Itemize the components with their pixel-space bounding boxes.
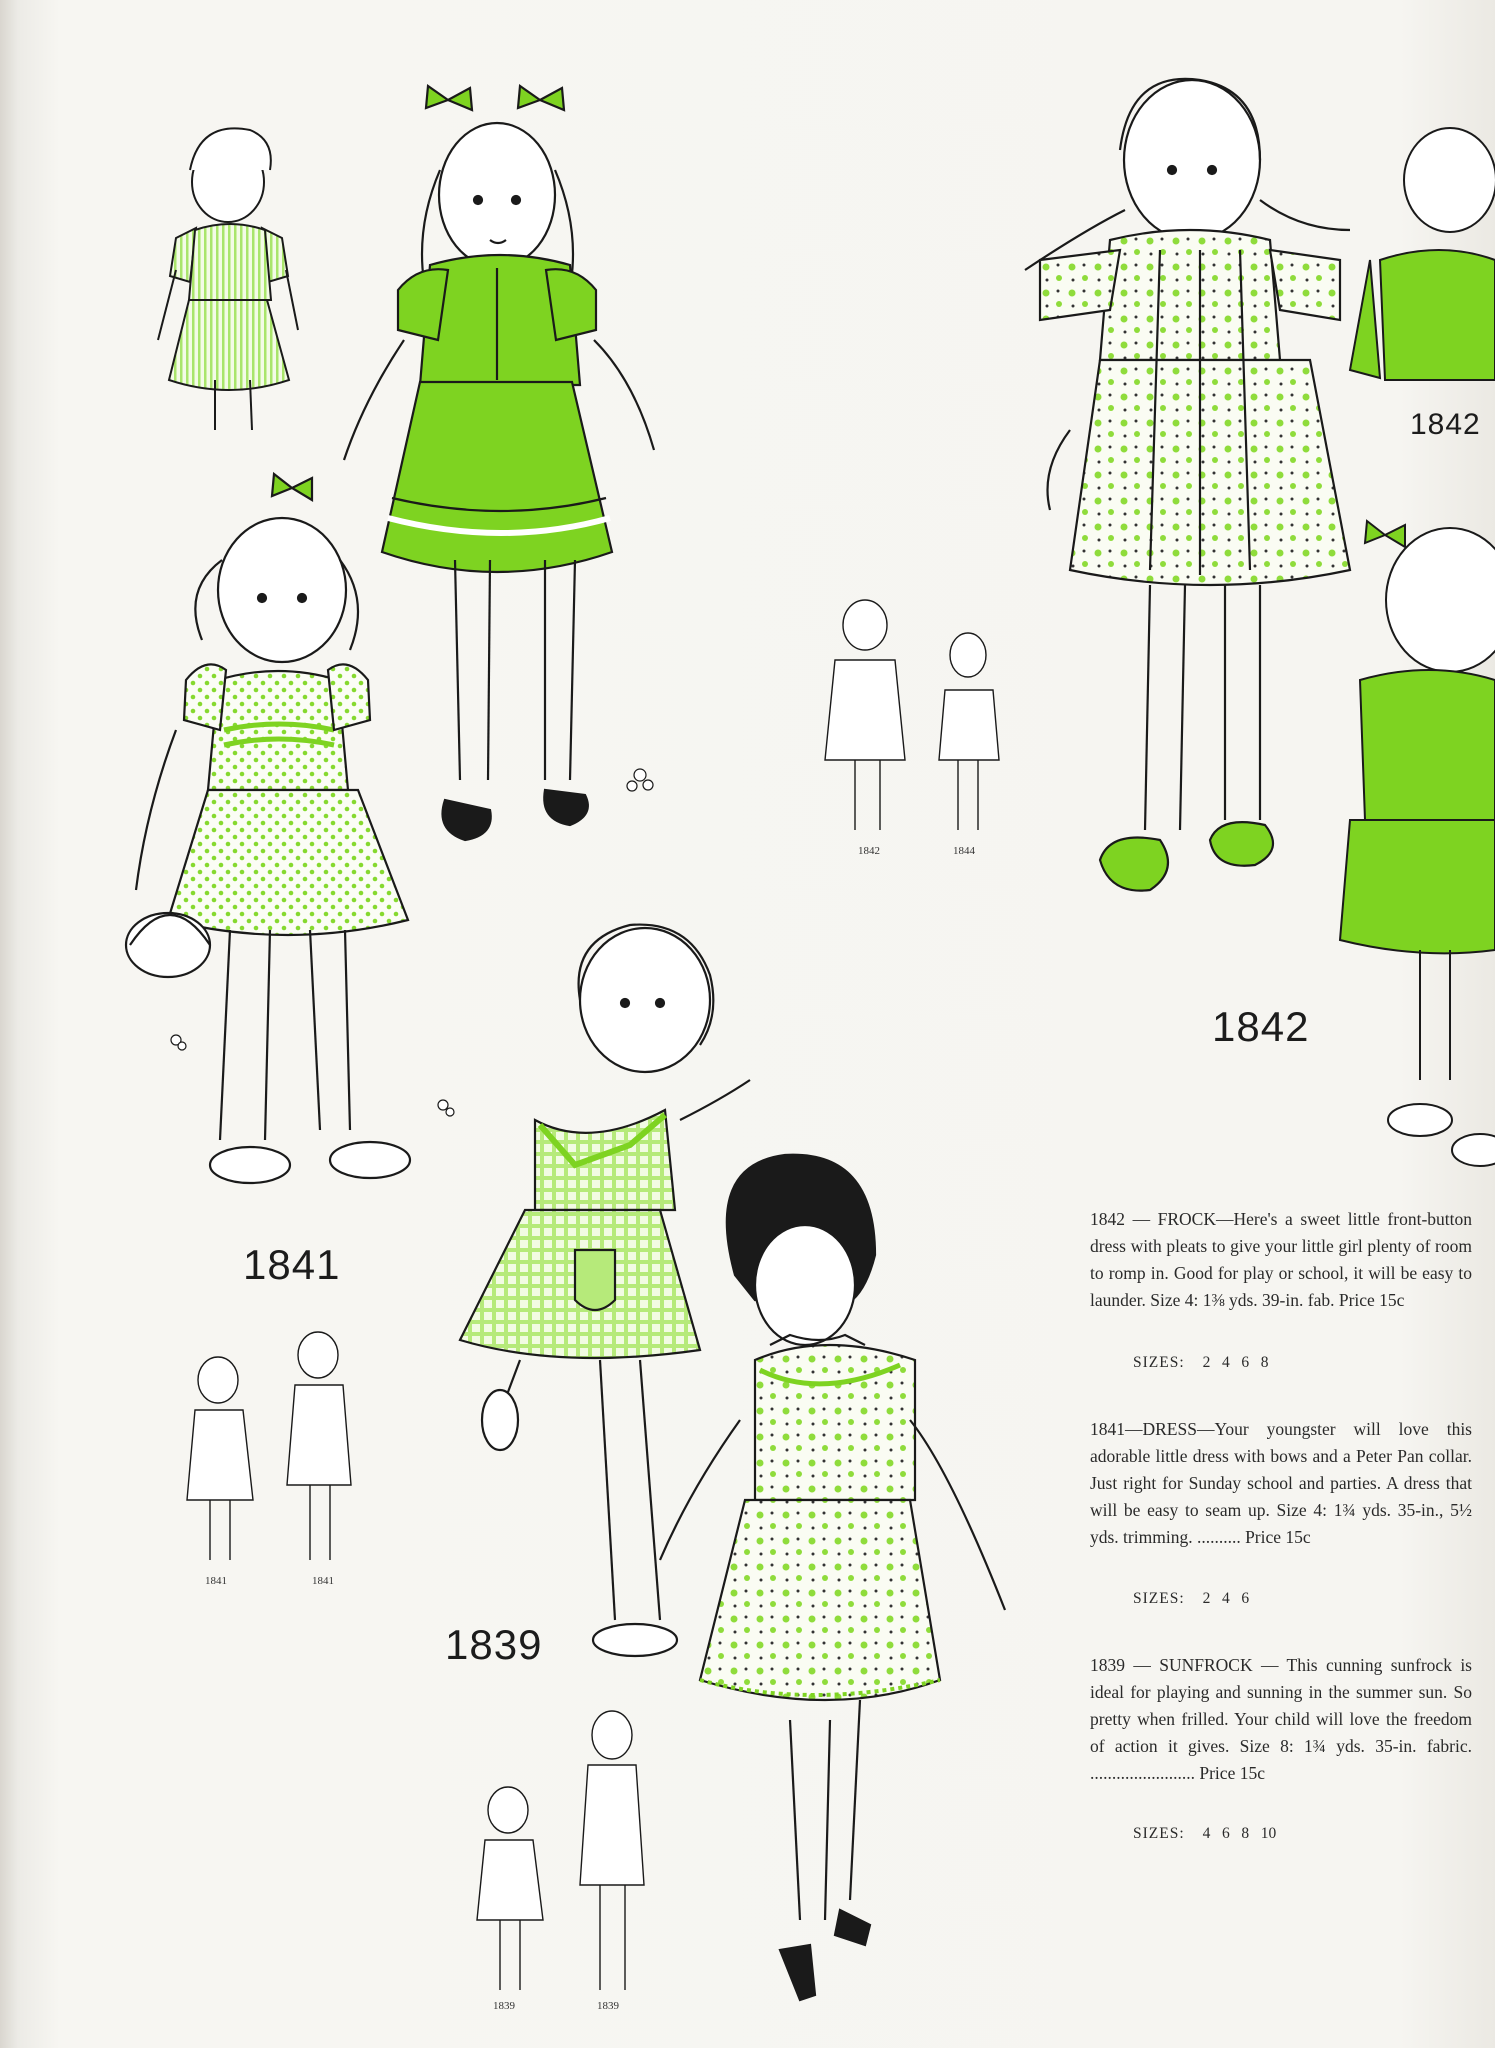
sizes-1841 — [1133, 1590, 1249, 1608]
caption-1841: 1841 — [243, 1241, 341, 1288]
figure-green-dress-girl — [344, 86, 654, 840]
description-1842: 1842 — FROCK—Here's a sweet little front-button dress with pleats to give your little girl plenty of room to romp in. Good for play or school, it will be easy to launder. Size 4: 1⅜ yds. 39-in. fab. Price 15c — [1090, 1209, 1472, 1310]
sketch-label-1839a: 1839 — [493, 2000, 515, 2012]
figure-gingham-girl — [460, 925, 750, 1656]
sizes-label: SIZES: — [1133, 1825, 1185, 1842]
sketches-1841 — [187, 1332, 351, 1560]
figure-right-edge-bottom — [1340, 521, 1495, 1166]
sizes-1842 — [1133, 1354, 1269, 1372]
sizes-values: 2 4 6 8 — [1202, 1354, 1269, 1371]
figure-right-edge-top — [1350, 128, 1495, 380]
sketch-label-1842: 1842 — [858, 845, 880, 857]
sketches-1842-1844 — [825, 600, 999, 830]
figure-dark-hair-girl — [660, 1155, 1005, 2000]
figure-small-girl-striped — [158, 128, 298, 430]
figure-dotted-dress-girl — [126, 474, 410, 1183]
caption-1842-edge: 1842 — [1410, 408, 1481, 441]
sketch-label-1844: 1844 — [953, 845, 975, 857]
caption-1842: 1842 — [1212, 1003, 1310, 1050]
sizes-label: SIZES: — [1133, 1590, 1185, 1607]
description-1839: 1839 — SUNFROCK — This cunning sunfrock is ideal for playing and sunning in the summer sun. So pretty when frilled. Your child will love the freedom of action it gives. Size 8: 1¾ yds. 35-in. fabric. ........................ Price 15c — [1090, 1655, 1472, 1783]
sketch-label-1839b: 1839 — [597, 2000, 619, 2012]
sketch-label-1841a: 1841 — [205, 1575, 227, 1587]
caption-1839: 1839 — [445, 1621, 543, 1668]
sizes-1839 — [1133, 1825, 1276, 1843]
description-1841: 1841—DRESS—Your youngster will love this adorable little dress with bows and a Peter Pan collar. Just right for Sunday school and parties. A dress that will be easy to seam up. Size 4: 1¾ yds. 35-in., 5½ yds. trimming. .......... Price 15c — [1090, 1419, 1472, 1547]
sketches-1839 — [477, 1711, 644, 1990]
sizes-values: 4 6 8 10 — [1202, 1825, 1277, 1842]
figure-floral-frock-girl — [1025, 79, 1350, 891]
sizes-values: 2 4 6 — [1202, 1590, 1250, 1607]
sketch-label-1841b: 1841 — [312, 1575, 334, 1587]
sizes-label: SIZES: — [1133, 1354, 1185, 1371]
